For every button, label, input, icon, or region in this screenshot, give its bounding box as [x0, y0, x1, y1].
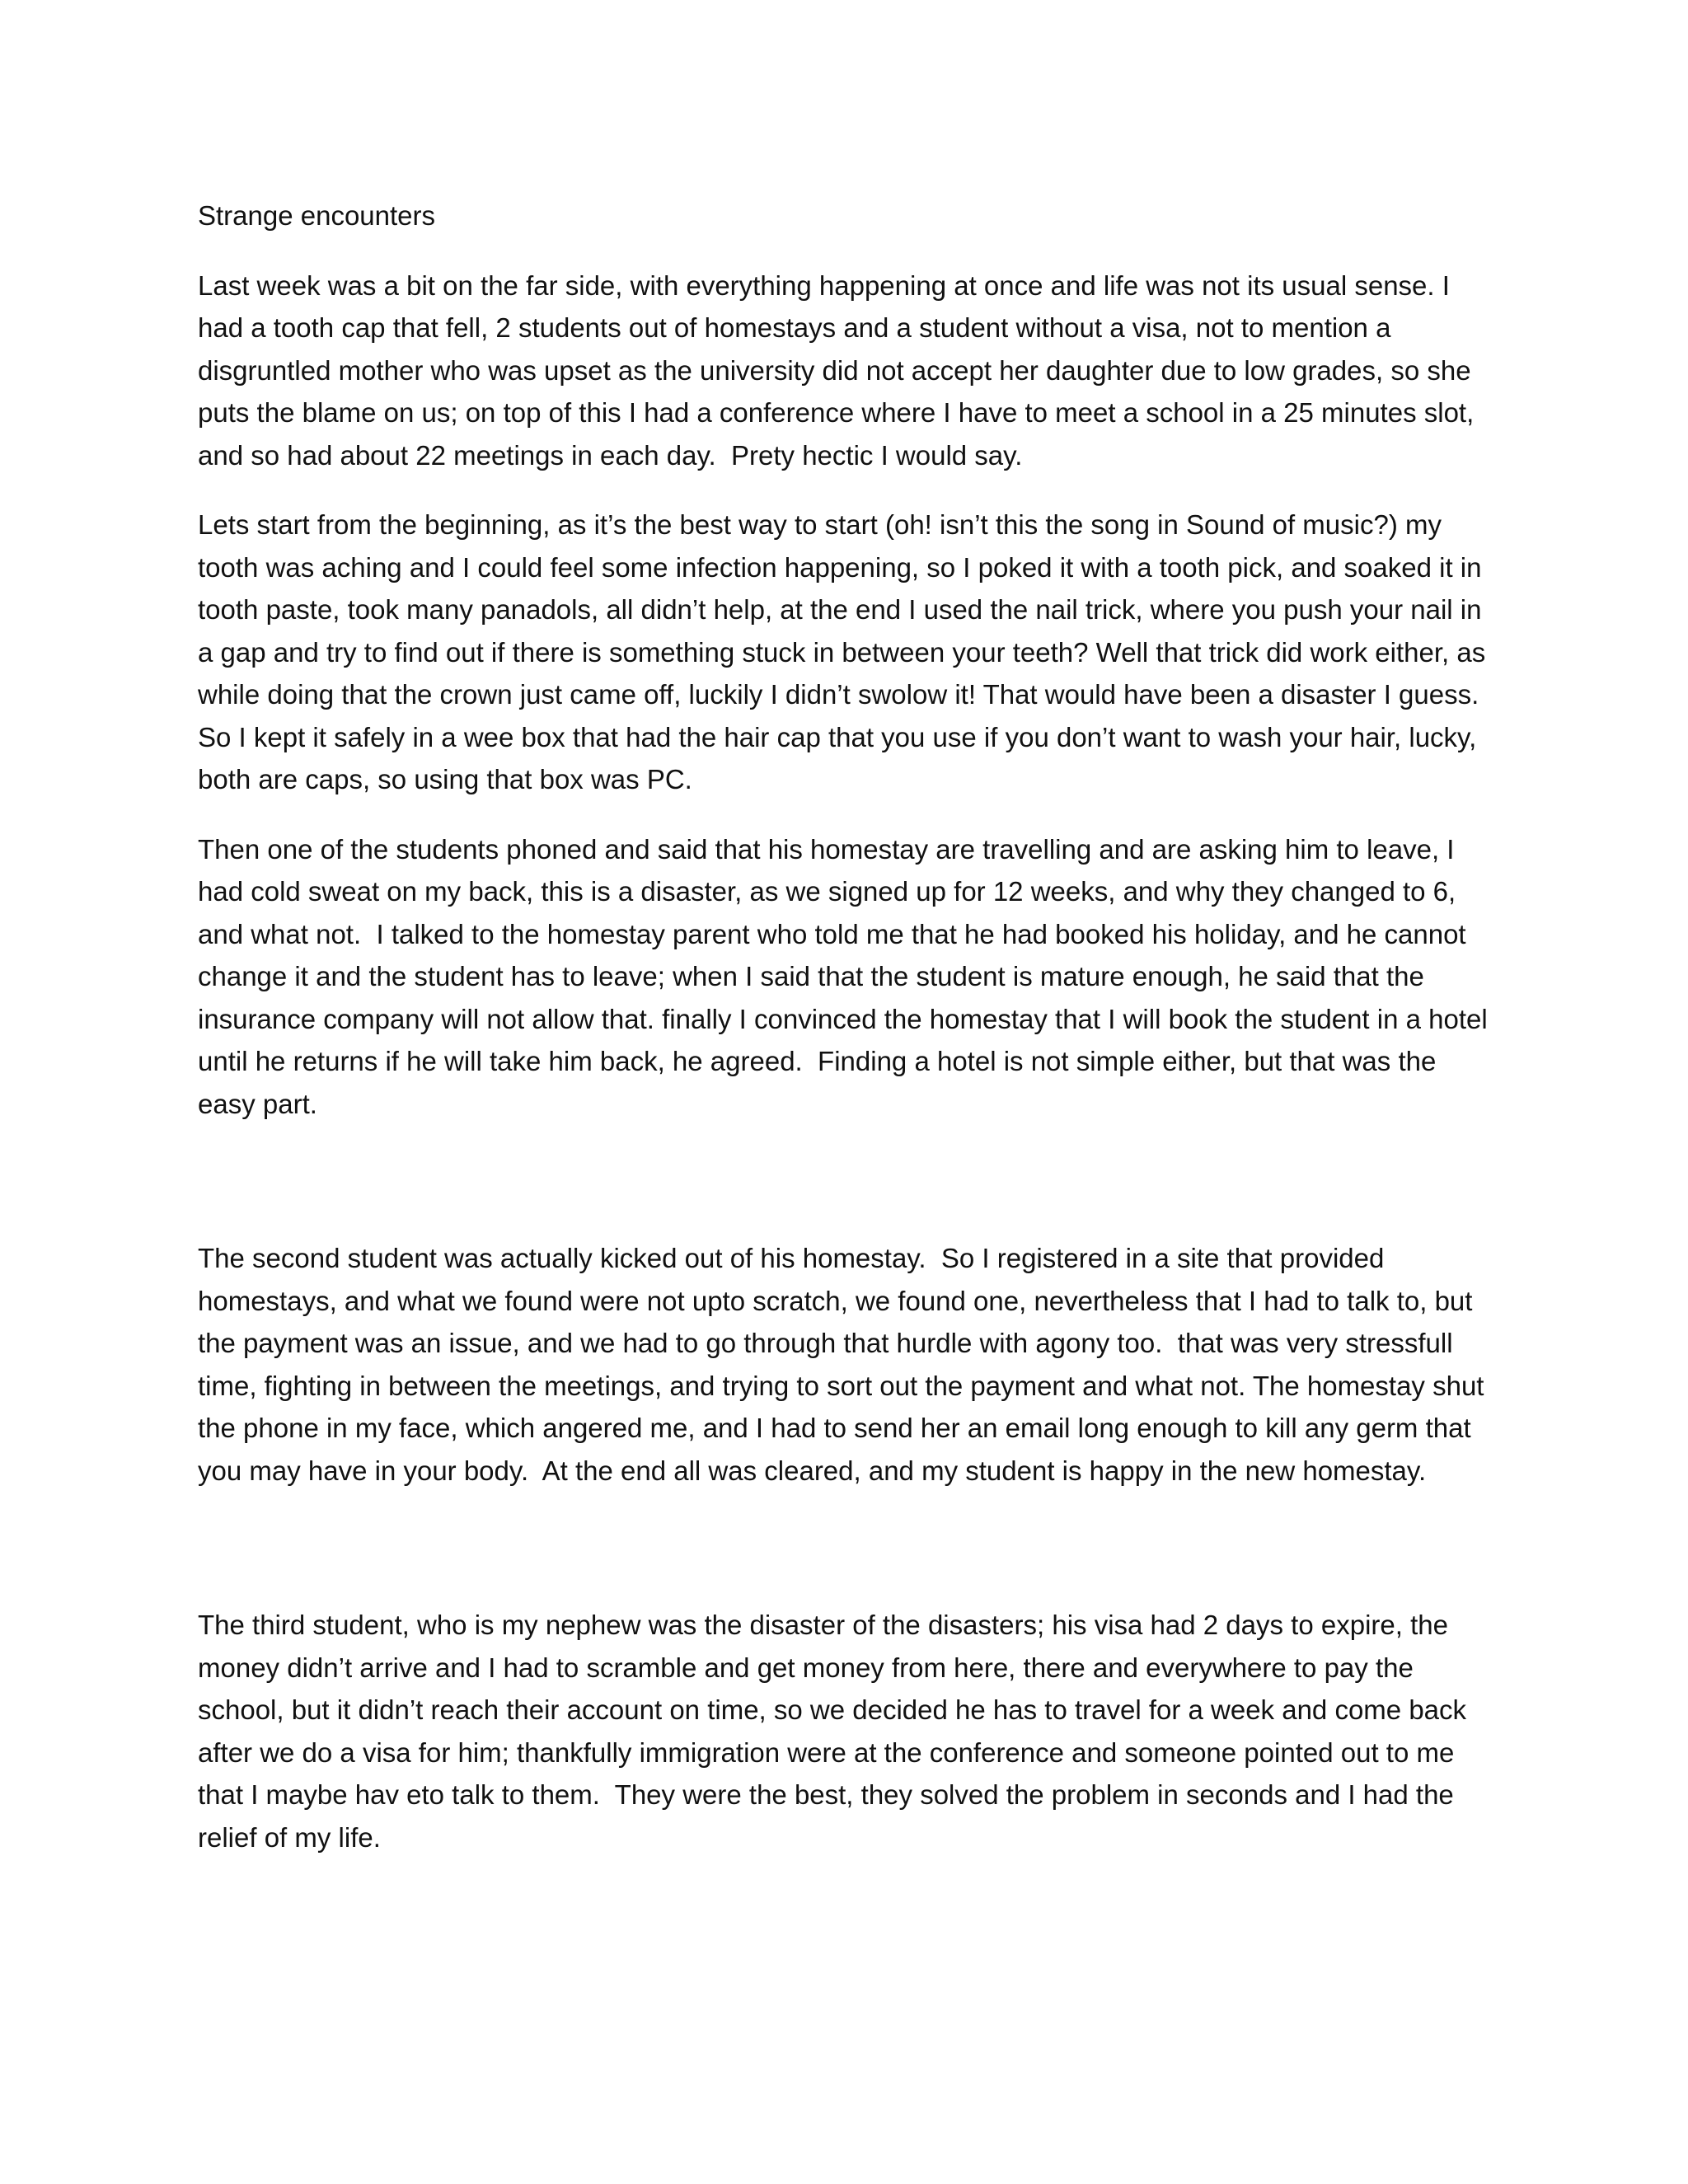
paragraph-1: Last week was a bit on the far side, with everything happening at once and life was not its usual sense. I had a tooth cap that fell, 2 students out of homestays and a student without a visa, not to mention a disgruntled mother who was upset as the university did not accept her daughter due to low grades, so she puts the blame on us; on top of this I had a conference where I have to meet a school in a 25 minutes slot, and so had about 22 meetings in each day. Prety hectic I would say. — [198, 269, 1482, 471]
document-body — [198, 194, 1500, 1886]
paragraph-3: Then one of the students phoned and said that his homestay are travelling and are asking him to leave, I had cold sweat on my back, this is a disaster, as we signed up for 12 weeks, and why they changed to 6, and what not. I talked to the homestay parent who told me that he had booked his holiday, and he cannot change it and the student has to leave; when I said that the student is mature enough, he said that the insurance company will not allow that. finally I convinced the homestay that I will book the student in a hotel until he returns if he will take him back, he agreed. Finding a hotel is not simple either, but that was the easy part. — [198, 833, 1495, 1119]
paragraph-4: The second student was actually kicked out of his homestay. So I registered in a site that provided homestays, and what we found were not upto scratch, we found one, nevertheless that I had to talk to, but the payment was an issue, and we had to go through that hurdle with agony too. that was very stressfull time, fighting in between the meetings, and trying to sort out the payment and what not. The homestay shut the phone in my face, which angered me, and I had to send her an email long enough to kill any germ that you may have in your body. At the end all was cleared, and my student is happy in the new homestay. — [198, 1243, 1492, 1486]
paragraph-5: The third student, who is my nephew was the disaster of the disasters; his visa had 2 days to expire, the money didn’t arrive and I had to scramble and get money from here, there and everywhere to pay the school, but it didn’t reach their account on time, so we decided he has to travel for a week and come back after we do a visa for him; thankfully immigration were at the conference and someone pointed out to me that I maybe hav eto talk to them. They were the best, they solved the problem in seconds and I had the relief of my life. — [198, 1610, 1475, 1853]
paragraph-2: Lets start from the beginning, as it’s the best way to start (oh! isn’t this the song in Sound of music?) my tooth was aching and I could feel some infection happening, so I poked it with a tooth pick, and soaked it in tooth paste, took many panadols, all didn’t help, at the end I used the nail trick, where you push your nail in a gap and try to find out if there is something stuck in between your teeth? Well that trick did work either, as while doing that the crown just came off, luckily I didn’t swolow it! That would have been a disaster I guess. So I kept it safely in a wee box that had the hair cap that you use if you don’t want to wash your hair, lucky, both are caps, so using that box was PC. — [198, 509, 1493, 794]
document-title: Strange encounters — [198, 200, 436, 231]
